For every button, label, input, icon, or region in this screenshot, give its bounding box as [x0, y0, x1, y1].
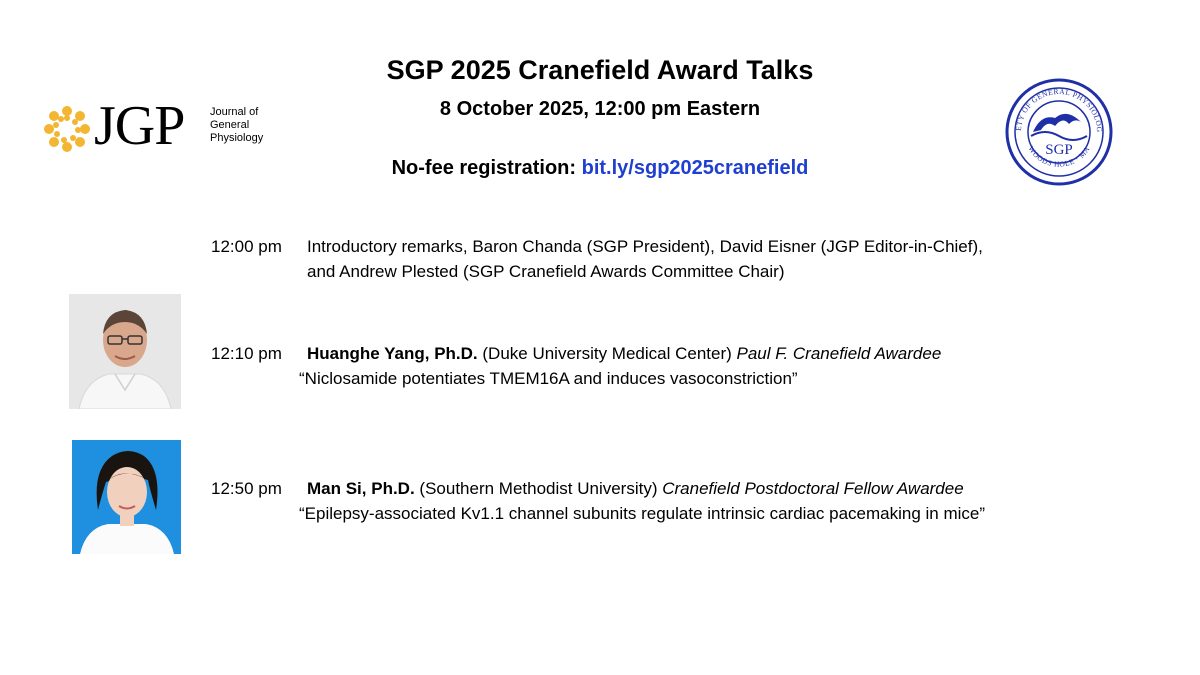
- talk-title: “Epilepsy-associated Kv1.1 channel subunits regulate intrinsic cardiac pacemaking in mice”: [299, 504, 986, 523]
- talk-title: “Niclosamide potentiates TMEM16A and induces vasoconstriction”: [299, 369, 798, 388]
- speaker-affiliation: (Duke University Medical Center): [477, 344, 737, 363]
- award-name: Paul F. Cranefield Awardee: [736, 344, 942, 363]
- speaker-name: Huanghe Yang, Ph.D.: [307, 344, 478, 363]
- registration-link[interactable]: bit.ly/sgp2025cranefield: [581, 157, 809, 179]
- jgp-logo: [42, 92, 282, 172]
- sgp-center-text: SGP: [1045, 142, 1073, 158]
- sgp-ring-text: ETY OF GENERAL PHYSIOLOG: [1013, 86, 1105, 133]
- event-title: SGP 2025 Cranefield Award Talks: [386, 55, 814, 85]
- registration-line: [250, 157, 950, 180]
- sgp-seal-logo: [1005, 78, 1113, 186]
- jgp-line3: Physiology: [210, 132, 264, 144]
- speaker-affiliation: (Southern Methodist University): [414, 479, 663, 498]
- speaker-photo-si: [72, 440, 181, 554]
- schedule-item-yang: [211, 341, 941, 391]
- jgp-journal-name: [210, 106, 263, 145]
- time-label: 12:50 pm: [211, 479, 282, 498]
- speaker-name: Man Si, Ph.D.: [307, 479, 415, 498]
- jgp-abbrev: JGP: [94, 95, 185, 157]
- schedule-item-si: [211, 476, 985, 526]
- jgp-flower-icon: [42, 104, 92, 154]
- event-date: 8 October 2025, 12:00 pm Eastern: [439, 98, 761, 120]
- jgp-line2: General: [210, 119, 250, 131]
- schedule-item-intro: [211, 234, 983, 284]
- intro-remarks-cont: and Andrew Plested (SGP Cranefield Awards Committee Chair): [307, 262, 785, 281]
- jgp-line1: Journal of: [210, 106, 259, 118]
- intro-remarks: Introductory remarks, Baron Chanda (SGP President), David Eisner (JGP Editor-in-Chief),: [307, 237, 983, 256]
- registration-label: No-fee registration:: [391, 157, 582, 179]
- award-name: Cranefield Postdoctoral Fellow Awardee: [662, 479, 964, 498]
- time-label: 12:00 pm: [211, 237, 282, 256]
- speaker-photo-yang: [69, 294, 181, 409]
- time-label: 12:10 pm: [211, 344, 282, 363]
- sgp-bottom-text: WOODS HOLE · MA: [1026, 144, 1092, 169]
